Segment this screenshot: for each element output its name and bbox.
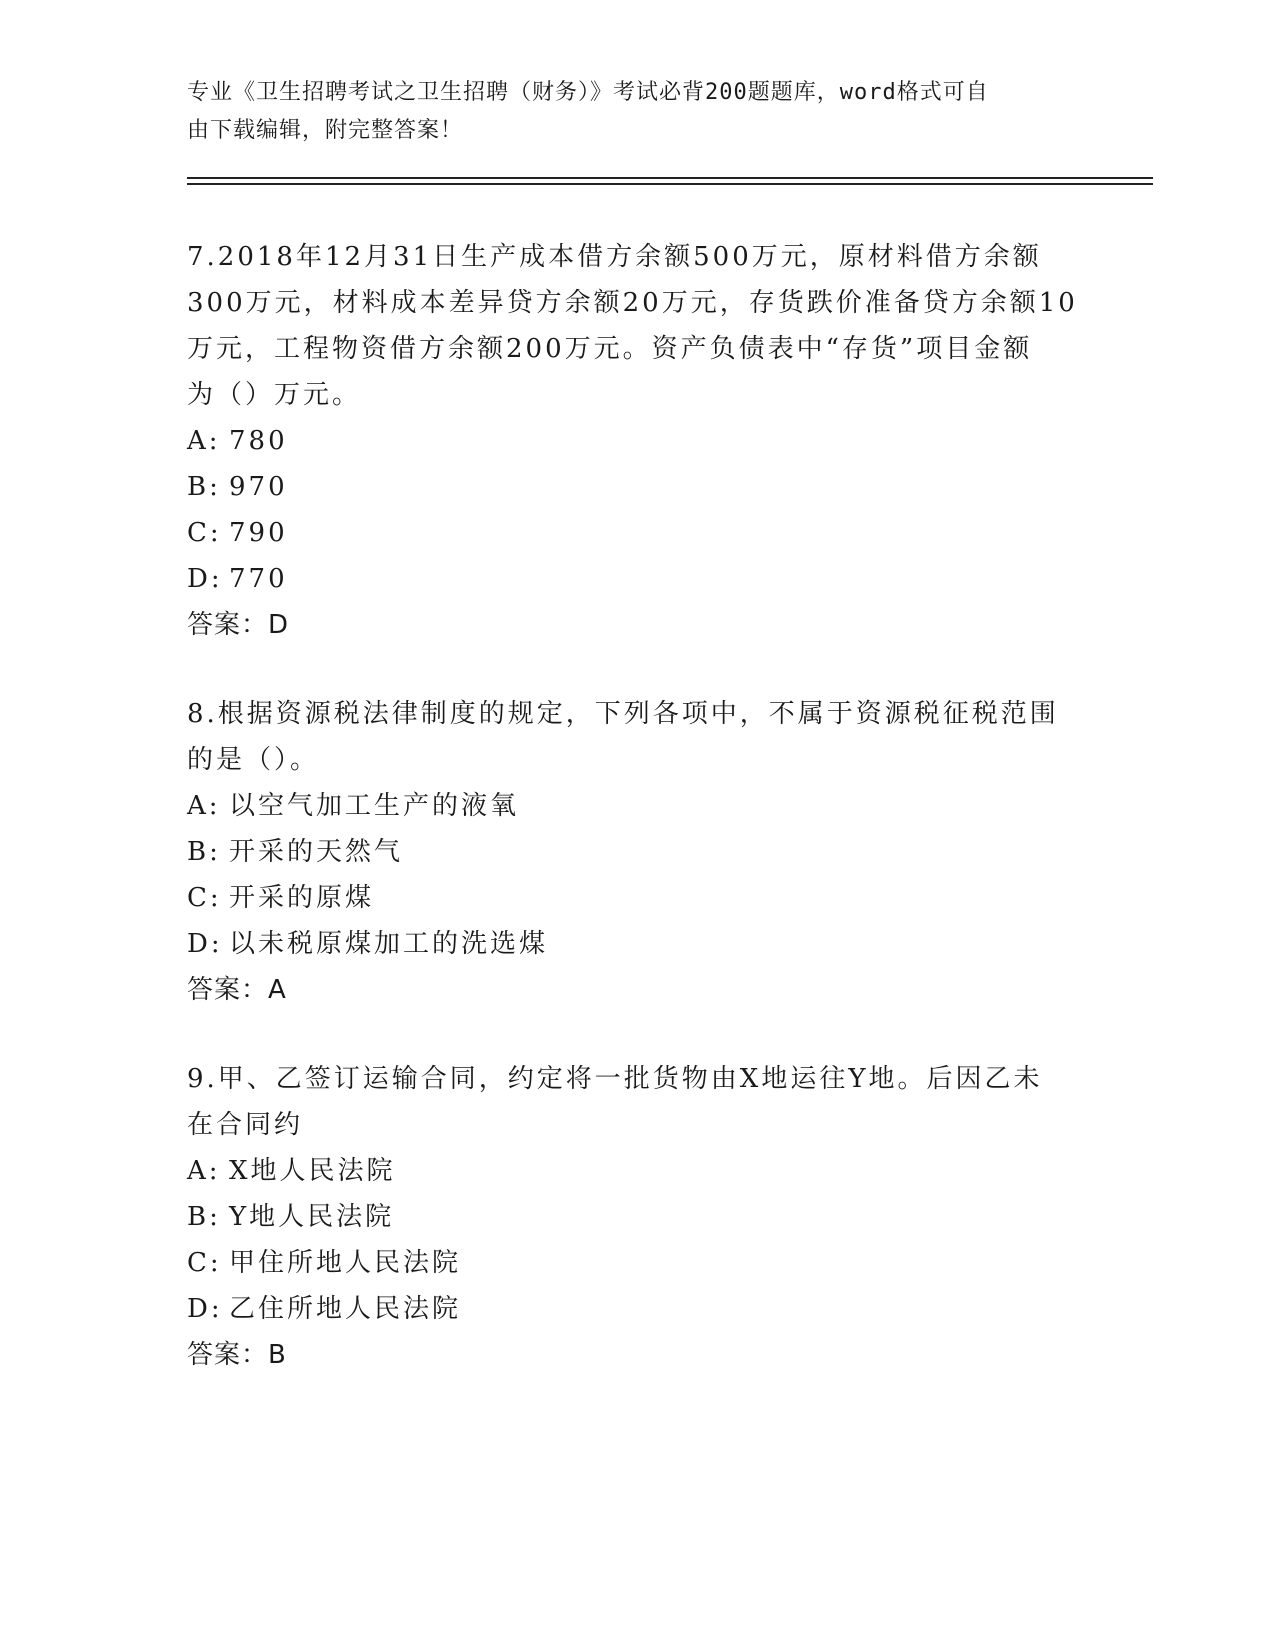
option-key: A: <box>187 791 221 821</box>
header-line-2: 由下载编辑，附完整答案！ <box>187 118 464 143</box>
option-text: 780 <box>229 426 288 456</box>
option-text: Y地人民法院 <box>229 1202 395 1232</box>
option-b <box>187 1194 1087 1240</box>
option-c <box>187 510 1087 556</box>
option-text: 以空气加工生产的液氧 <box>229 791 520 821</box>
option-text: 乙住所地人民法院 <box>229 1294 462 1324</box>
question-stem-line: 9.甲、乙签订运输合同，约定将一批货物由X地运往Y地。后因乙未 <box>187 1064 1043 1094</box>
question-9 <box>187 1056 1087 1378</box>
header-line-1: 专业《卫生招聘考试之卫生招聘（财务）》考试必背200题题库，word格式可自 <box>187 80 989 105</box>
option-b <box>187 829 1087 875</box>
option-b <box>187 464 1087 510</box>
option-key: B: <box>187 472 221 502</box>
option-key: D: <box>187 1294 223 1324</box>
option-text: 970 <box>229 472 288 502</box>
option-key: C: <box>187 1248 222 1278</box>
document-header <box>187 74 1087 150</box>
answer-line: 答案：A <box>187 975 287 1005</box>
option-key: C: <box>187 518 222 548</box>
question-stem-line: 的是（）。 <box>187 745 320 775</box>
question-stem-line: 8.根据资源税法律制度的规定，下列各项中，不属于资源税征税范围 <box>187 699 1059 729</box>
option-key: B: <box>187 837 221 867</box>
question-stem-line: 300万元，材料成本差异贷方余额20万元，存货跌价准备贷方余额10 <box>187 288 1078 318</box>
answer-line: 答案：B <box>187 1340 287 1370</box>
option-text: 以未税原煤加工的洗选煤 <box>229 929 549 959</box>
question-stem-line: 在合同约 <box>187 1110 304 1140</box>
option-key: D: <box>187 929 223 959</box>
option-text: 790 <box>229 518 288 548</box>
option-c <box>187 875 1087 921</box>
header-divider-bottom <box>187 183 1153 185</box>
header-divider-top <box>187 177 1153 179</box>
question-stem-line: 万元，工程物资借方余额200万元。资产负债表中“存货”项目金额 <box>187 334 1033 364</box>
option-d <box>187 921 1087 967</box>
option-key: A: <box>187 426 221 456</box>
option-text: 甲住所地人民法院 <box>229 1248 462 1278</box>
option-key: D: <box>187 564 223 594</box>
option-key: C: <box>187 883 222 913</box>
question-stem-line: 为（）万元。 <box>187 380 362 410</box>
option-key: B: <box>187 1202 221 1232</box>
option-d <box>187 556 1087 602</box>
option-c <box>187 1240 1087 1286</box>
option-text: 开采的天然气 <box>229 837 404 867</box>
answer-line: 答案：D <box>187 610 290 640</box>
option-text: 开采的原煤 <box>229 883 375 913</box>
question-stem-line: 7.2018年12月31日生产成本借方余额500万元，原材料借方余额 <box>187 242 1042 272</box>
question-7 <box>187 234 1087 648</box>
option-key: A: <box>187 1156 221 1186</box>
option-text: X地人民法院 <box>229 1156 396 1186</box>
question-8 <box>187 691 1087 1013</box>
option-a <box>187 1148 1087 1194</box>
option-a <box>187 418 1087 464</box>
option-text: 770 <box>229 564 288 594</box>
option-d <box>187 1286 1087 1332</box>
option-a <box>187 783 1087 829</box>
